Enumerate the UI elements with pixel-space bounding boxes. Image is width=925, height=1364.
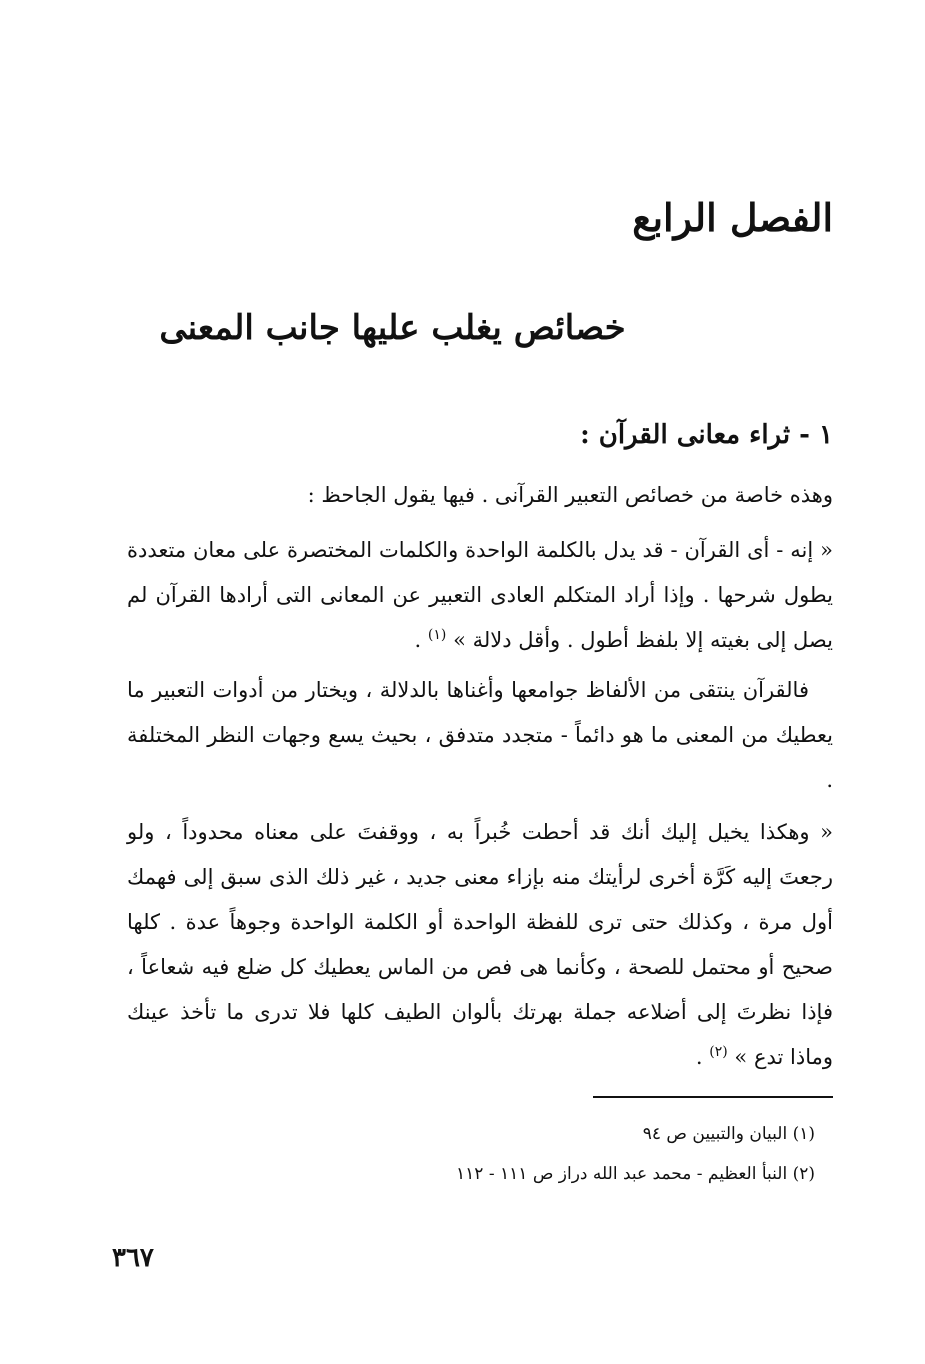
jahiz-quote-paragraph: [127, 528, 833, 663]
intro-paragraph: وهذه خاصة من خصائص التعبير القرآنى . فيها يقول الجاحظ :: [307, 483, 833, 507]
footnote-ref-2: (٢): [709, 1044, 728, 1060]
draz-quote-end: .: [695, 1045, 710, 1069]
draz-quote-text: « وهكذا يخيل إليك أنك قد أحطت خُبراً به ، ووقفتَ على معناه محدوداً ، ولو رجعتَ إليه كَرَّة أخرى لرأيتك منه بإزاء معنى جديد ، غير ذلك الذى سبق إلى فهمك أول مرة ، وكذلك حتى ترى للفظة الواحدة أو الكلمة الواحدة وجوهاً عدة . كلها صحيح أو محتمل للصحة ، وكأنما هى فص من الماس يعطيك كل ضلع فيه شعاعاً ، فإذا نظرتَ إلى أضلاعه جملة بهرتك بألوان الطيف كلها فلا تدرى ما تأخذ عينك وماذا تدع »: [127, 820, 833, 1069]
chapter-title: الفصل الرابع: [632, 195, 833, 240]
body-paragraph: فالقرآن ينتقى من الألفاظ جوامعها وأغناها بالدلالة ، ويختار من أدوات التعبير ما يعطيك من المعنى ما هو دائماً - متجدد متدفق ، بحيث يسع وجهات النظر المختلفة .: [127, 678, 833, 792]
jahiz-quote-text: « إنه - أى القرآن - قد يدل بالكلمة الواحدة والكلمات المختصرة على معان متعددة يطول شرحها . وإذا أراد المتكلم العادى التعبير عن المعانى التى أرادها القرآن لم يصل إلى بغيته إلا بلفظ أطول . وأقل دلالة »: [127, 538, 833, 652]
chapter-subtitle: خصائص يغلب عليها جانب المعنى: [159, 308, 626, 348]
section-heading: ١ - ثراء معانى القرآن :: [580, 420, 833, 450]
footnote-ref-1: (١): [427, 627, 447, 643]
draz-quote-paragraph: [127, 810, 833, 1080]
jahiz-quote-end: .: [414, 628, 428, 652]
footnote-2: (٢) النبأ العظيم - محمد عبد الله دراز ص ١١١ - ١١٢: [456, 1164, 815, 1184]
footnote-1: (١) البيان والتبيين ص ٩٤: [642, 1124, 815, 1144]
page-number: ٣٦٧: [112, 1243, 154, 1273]
footnote-divider: [593, 1096, 833, 1098]
footnotes-list: [215, 1114, 815, 1194]
